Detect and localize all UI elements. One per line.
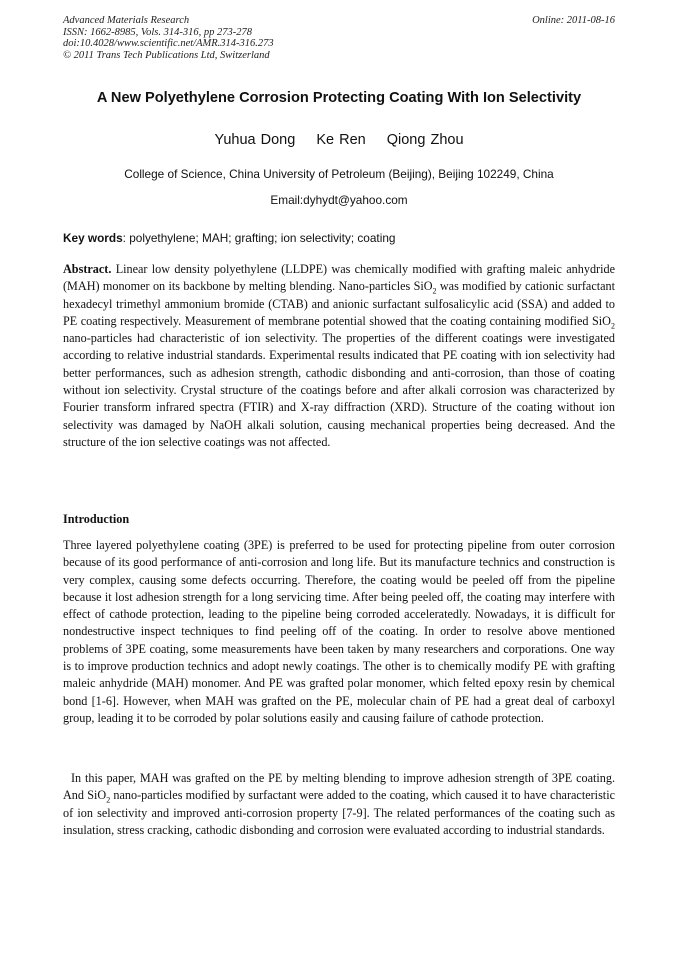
affiliation: College of Science, China University of Petroleum (Beijing), Beijing 102249, China: [124, 167, 554, 181]
introduction-paragraph-1: Three layered polyethylene coating (3PE) is preferred to be used for protecting pipeline from outer corrosion because of its good performance of anti-corrosion and long life. But its manufacture technics and construction is very complex, causing some defects occurring. Therefore, the coating would be peeled off from the pipeline because it lost adhesion strength for a long servicing time. After being peeled off, the coating may interfere with effect of cathode protection, leading to the pipeline being corroded acceleratedly. Nowadays, it is difficult for nondestructive inspect techniques to find peeling off of the coating. In order to resolve above mentioned problems of 3PE coating, some measurements have been taken by many researchers and corporations. One way is to improve production technics and adopt newly coatings. The other is to chemically modify PE with grafting maleic anhydride (MAH) monomer. And PE was grafted polar monomer, which felted epoxy resin by chemical bond [1-6]. However, when MAH was grafted on the PE, molecular chain of PE had a great deal of carboxyl group, leading it to be corroded by polar solutions easily and causing failure of cathode protection.: [63, 538, 615, 725]
keywords-text: : polyethylene; MAH; grafting; ion selectivity; coating: [122, 231, 396, 245]
keywords: [63, 231, 615, 245]
introduction-heading: Introduction: [63, 512, 130, 526]
introduction-paragraph-2: [63, 770, 615, 839]
subscript-2: 2: [106, 795, 111, 805]
author-email[interactable]: Email:dyhydt@yahoo.com: [270, 193, 408, 207]
author-name: Yuhua Dong: [214, 132, 296, 148]
abstract-text-1: Linear low density polyethylene (LLDPE) was chemically modified with grafting maleic anhydride (MAH) monomer on its backbone by melting blending. Nano-particles SiO: [63, 262, 615, 294]
issn-line: ISSN: 1662-8985, Vols. 314-316, pp 273-278: [63, 26, 252, 38]
author-name: Ke Ren: [316, 132, 366, 148]
subscript-2: 2: [432, 286, 437, 296]
abstract-text-3: nano-particles had characteristic of ion selectivity. The properties of the different coatings were investigated according to relative industrial standards. Experimental results indicated that PE coating with ion selectivity had better performances, such as adhesion strength, cathodic disbonding and anti-corrosion, than those of coating without ion selectivity. Crystal structure of the coatings before and after alkali corrosion was characterized by Fourier transform infrared spectra (FTIR) and X-ray diffraction (XRD). Structure of the coating without ion selectivity was damaged by NaOH alkali solution, causing mechanical properties being decreased. And the structure of the ion selective coatings was not affected.: [63, 331, 615, 449]
paper-title: A New Polyethylene Corrosion Protecting Coating With Ion Selectivity: [96, 90, 582, 106]
subscript-2: 2: [611, 321, 615, 331]
abstract-label: Abstract.: [63, 262, 112, 276]
journal-header: [63, 15, 274, 61]
keywords-label: Key words: [63, 231, 123, 245]
journal-name: Advanced Materials Research: [63, 15, 190, 26]
author-list: [0, 132, 678, 148]
abstract-text-2: was modified by cationic surfactant hexadecyl trimethyl ammonium bromide (CTAB) and anionic surfactant sulfosalicylic acid (SSA) and added to PE coating respectively. Measurement of membrane potential showed that the coating containing modified SiO: [63, 279, 616, 328]
abstract: [63, 261, 615, 451]
author-name: Qiong Zhou: [386, 132, 464, 148]
online-date: Online: 2011-08-16: [532, 15, 615, 26]
doi-line[interactable]: doi:10.4028/www.scientific.net/AMR.314-316.273: [63, 38, 274, 49]
intro-p2-text-2: nano-particles modified by surfactant were added to the coating, which caused it to have characteristic of ion selectivity and improved anti-corrosion property [7-9]. The related performances of the coating such as insulation, stress cracking, cathodic disbonding and corrosion were evaluated according to industrial standards.: [63, 788, 615, 837]
copyright-line: © 2011 Trans Tech Publications Ltd, Switzerland: [63, 49, 270, 61]
intro-p2-text-1: In this paper, MAH was grafted on the PE by melting blending to improve adhesion strength of 3PE coating. And SiO: [63, 771, 615, 803]
